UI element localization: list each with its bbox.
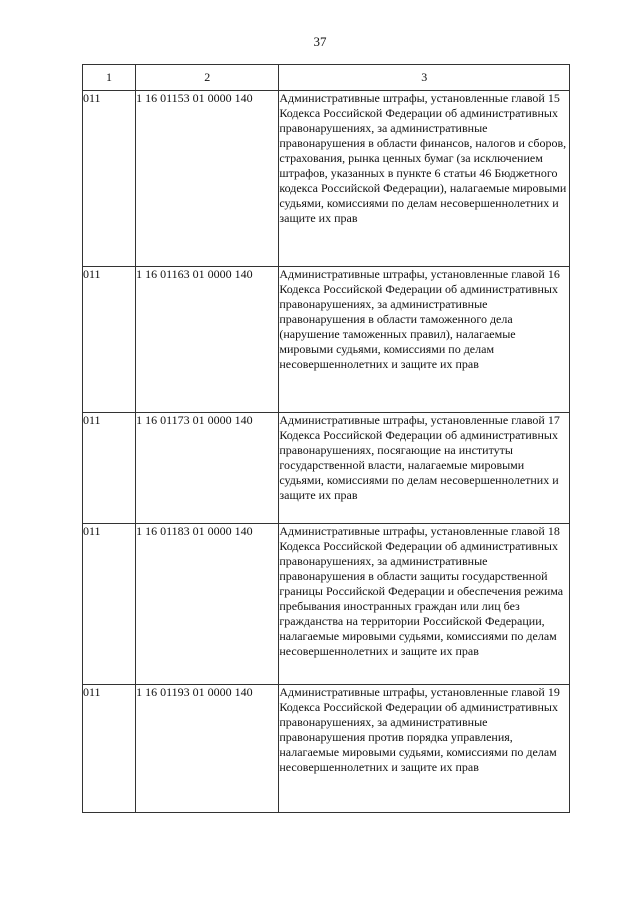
budget-classification-code-cell: 1 16 01153 01 0000 140 xyxy=(136,91,279,267)
column-header-1: 1 xyxy=(83,65,136,91)
description-cell xyxy=(279,267,570,413)
table-row xyxy=(83,524,570,685)
description-cell xyxy=(279,524,570,685)
administrator-code-cell: 011 xyxy=(83,685,136,813)
table-row xyxy=(83,413,570,524)
table-row xyxy=(83,685,570,813)
column-header-3: 3 xyxy=(279,65,570,91)
description-cell xyxy=(279,91,570,267)
budget-classification-code-cell: 1 16 01173 01 0000 140 xyxy=(136,413,279,524)
administrator-code-cell: 011 xyxy=(83,524,136,685)
description-text: Административные штрафы, установленные главой 15 Кодекса Российской Федерации об административных правонарушениях, за административные правонарушения в области финансов, налогов и сборов, страхования, рынка ценных бумаг (за исключением штрафов, указанных в пункте 6 статьи 46 Бюджетного кодекса Российской Федерации), налагаемые мировыми судьями, комиссиями по делам несовершеннолетних и защите их прав xyxy=(279,91,567,225)
description-cell xyxy=(279,685,570,813)
administrator-code-cell: 011 xyxy=(83,413,136,524)
budget-classification-code-cell: 1 16 01193 01 0000 140 xyxy=(136,685,279,813)
description-text: Административные штрафы, установленные главой 19 Кодекса Российской Федерации об административных правонарушениях, за административные правонарушения против порядка управления, налагаемые мировыми судьями, комиссиями по делам несовершеннолетних и защите их прав xyxy=(279,685,560,774)
description-text: Административные штрафы, установленные главой 16 Кодекса Российской Федерации об административных правонарушениях, за административные правонарушения в области таможенного дела (нарушение таможенных правил), налагаемые мировыми судьями, комиссиями по делам несовершеннолетних и защите их прав xyxy=(279,267,560,371)
administrator-code-cell: 011 xyxy=(83,91,136,267)
budget-classification-code-cell: 1 16 01163 01 0000 140 xyxy=(136,267,279,413)
table-header-row xyxy=(83,65,570,91)
table-row xyxy=(83,267,570,413)
description-text: Административные штрафы, установленные главой 18 Кодекса Российской Федерации об административных правонарушениях, за административные правонарушения в области защиты государственной границы Российской Федерации и обеспечения режима пребывания иностранных граждан или лиц без гражданства на территории Российской Федерации, налагаемые мировыми судьями, комиссиями по делам несовершеннолетних и защите их прав xyxy=(279,524,564,658)
column-header-2: 2 xyxy=(136,65,279,91)
description-cell xyxy=(279,413,570,524)
budget-codes-table xyxy=(82,64,570,813)
budget-classification-code-cell: 1 16 01183 01 0000 140 xyxy=(136,524,279,685)
page-number: 37 xyxy=(313,34,327,49)
description-text: Административные штрафы, установленные главой 17 Кодекса Российской Федерации об административных правонарушениях, посягающие на институты государственной власти, налагаемые мировыми судьями, комиссиями по делам несовершеннолетних и защите их прав xyxy=(279,413,560,502)
table-row xyxy=(83,91,570,267)
administrator-code-cell: 011 xyxy=(83,267,136,413)
